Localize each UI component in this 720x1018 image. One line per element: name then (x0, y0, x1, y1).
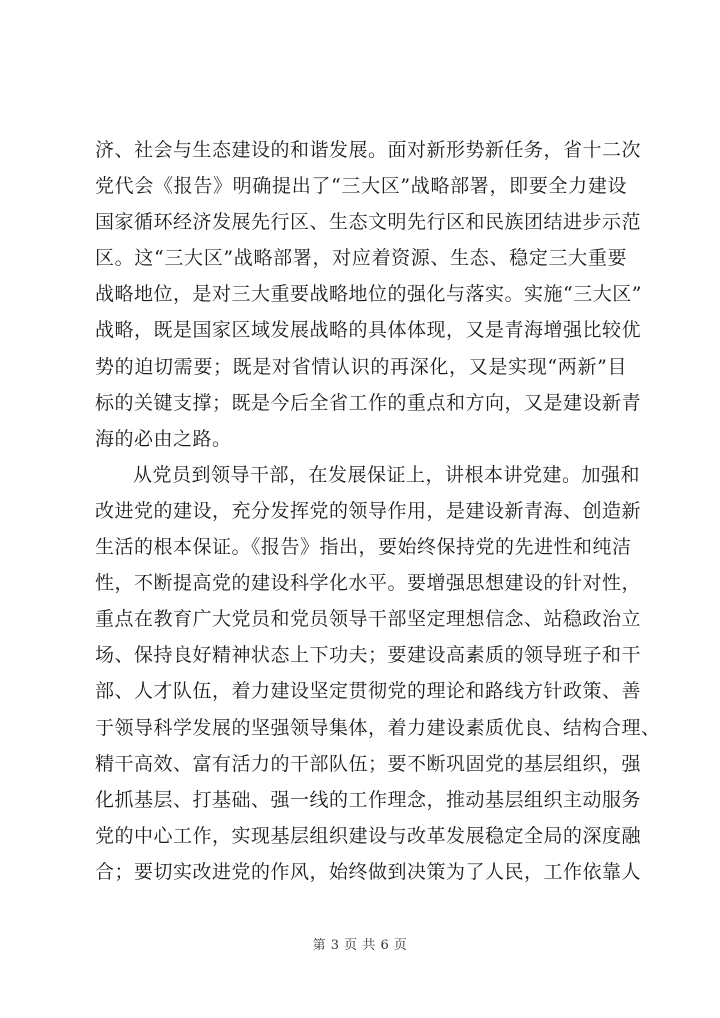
text-line: 生活的根本保证。《报告》指出，要始终保持党的先进性和纯洁 (95, 536, 632, 559)
text-line: 改进党的建设，充分发挥党的领导作用，是建设新青海、创造新 (95, 499, 642, 522)
text-line: 合；要切实改进党的作风，始终做到决策为了人民，工作依靠人 (95, 860, 642, 883)
text-line: 党的中心工作，实现基层组织建设与改革发展稳定全局的深度融 (95, 824, 642, 847)
text-line: 党代会《报告》明确提出了“三大区”战略部署，即要全力建设 (95, 175, 627, 198)
text-line: 国家循环经济发展先行区、生态文明先行区和民族团结进步示范 (95, 211, 642, 234)
text-line: 战略地位，是对三大重要战略地位的强化与落实。实施“三大区” (95, 283, 642, 306)
text-line: 从党员到领导干部，在发展保证上，讲根本讲党建。加强和 (133, 463, 641, 486)
text-line: 战略，既是国家区域发展战略的具体体现，又是青海增强比较优 (95, 319, 642, 342)
text-line: 区。这“三大区”战略部署，对应着资源、生态、稳定三大重要 (95, 247, 627, 270)
text-line: 济、社会与生态建设的和谐发展。面对新形势新任务，省十二次 (95, 139, 642, 161)
text-line: 部、人才队伍，着力建设坚定贯彻党的理论和路线方针政策、善 (95, 680, 642, 703)
text-line: 精干高效、富有活力的干部队伍；要不断巩固党的基层组织，强 (95, 752, 642, 775)
text-line: 标的关键支撑；既是今后全省工作的重点和方向，又是建设新青 (95, 391, 642, 414)
text-line: 海的必由之路。 (95, 427, 232, 450)
paragraph-2 (95, 457, 661, 890)
document-body (95, 132, 661, 890)
text-line: 场、保持良好精神状态上下功夫；要建设高素质的领导班子和干 (95, 644, 642, 667)
text-line: 重点在教育广大党员和党员领导干部坚定理想信念、站稳政治立 (95, 608, 642, 631)
text-line: 于领导科学发展的坚强领导集体，着力建设素质优良、结构合理、 (95, 716, 661, 739)
paragraph-1 (95, 132, 642, 457)
text-line: 性，不断提高党的建设科学化水平。要增强思想建设的针对性， (95, 572, 642, 595)
text-line: 势的迫切需要；既是对省情认识的再深化，又是实现“两新”目 (95, 355, 627, 378)
page-number-footer: 第 3 页 共 6 页 (312, 938, 408, 953)
text-line: 化抓基层、打基础、强一线的工作理念，推动基层组织主动服务 (95, 788, 642, 811)
